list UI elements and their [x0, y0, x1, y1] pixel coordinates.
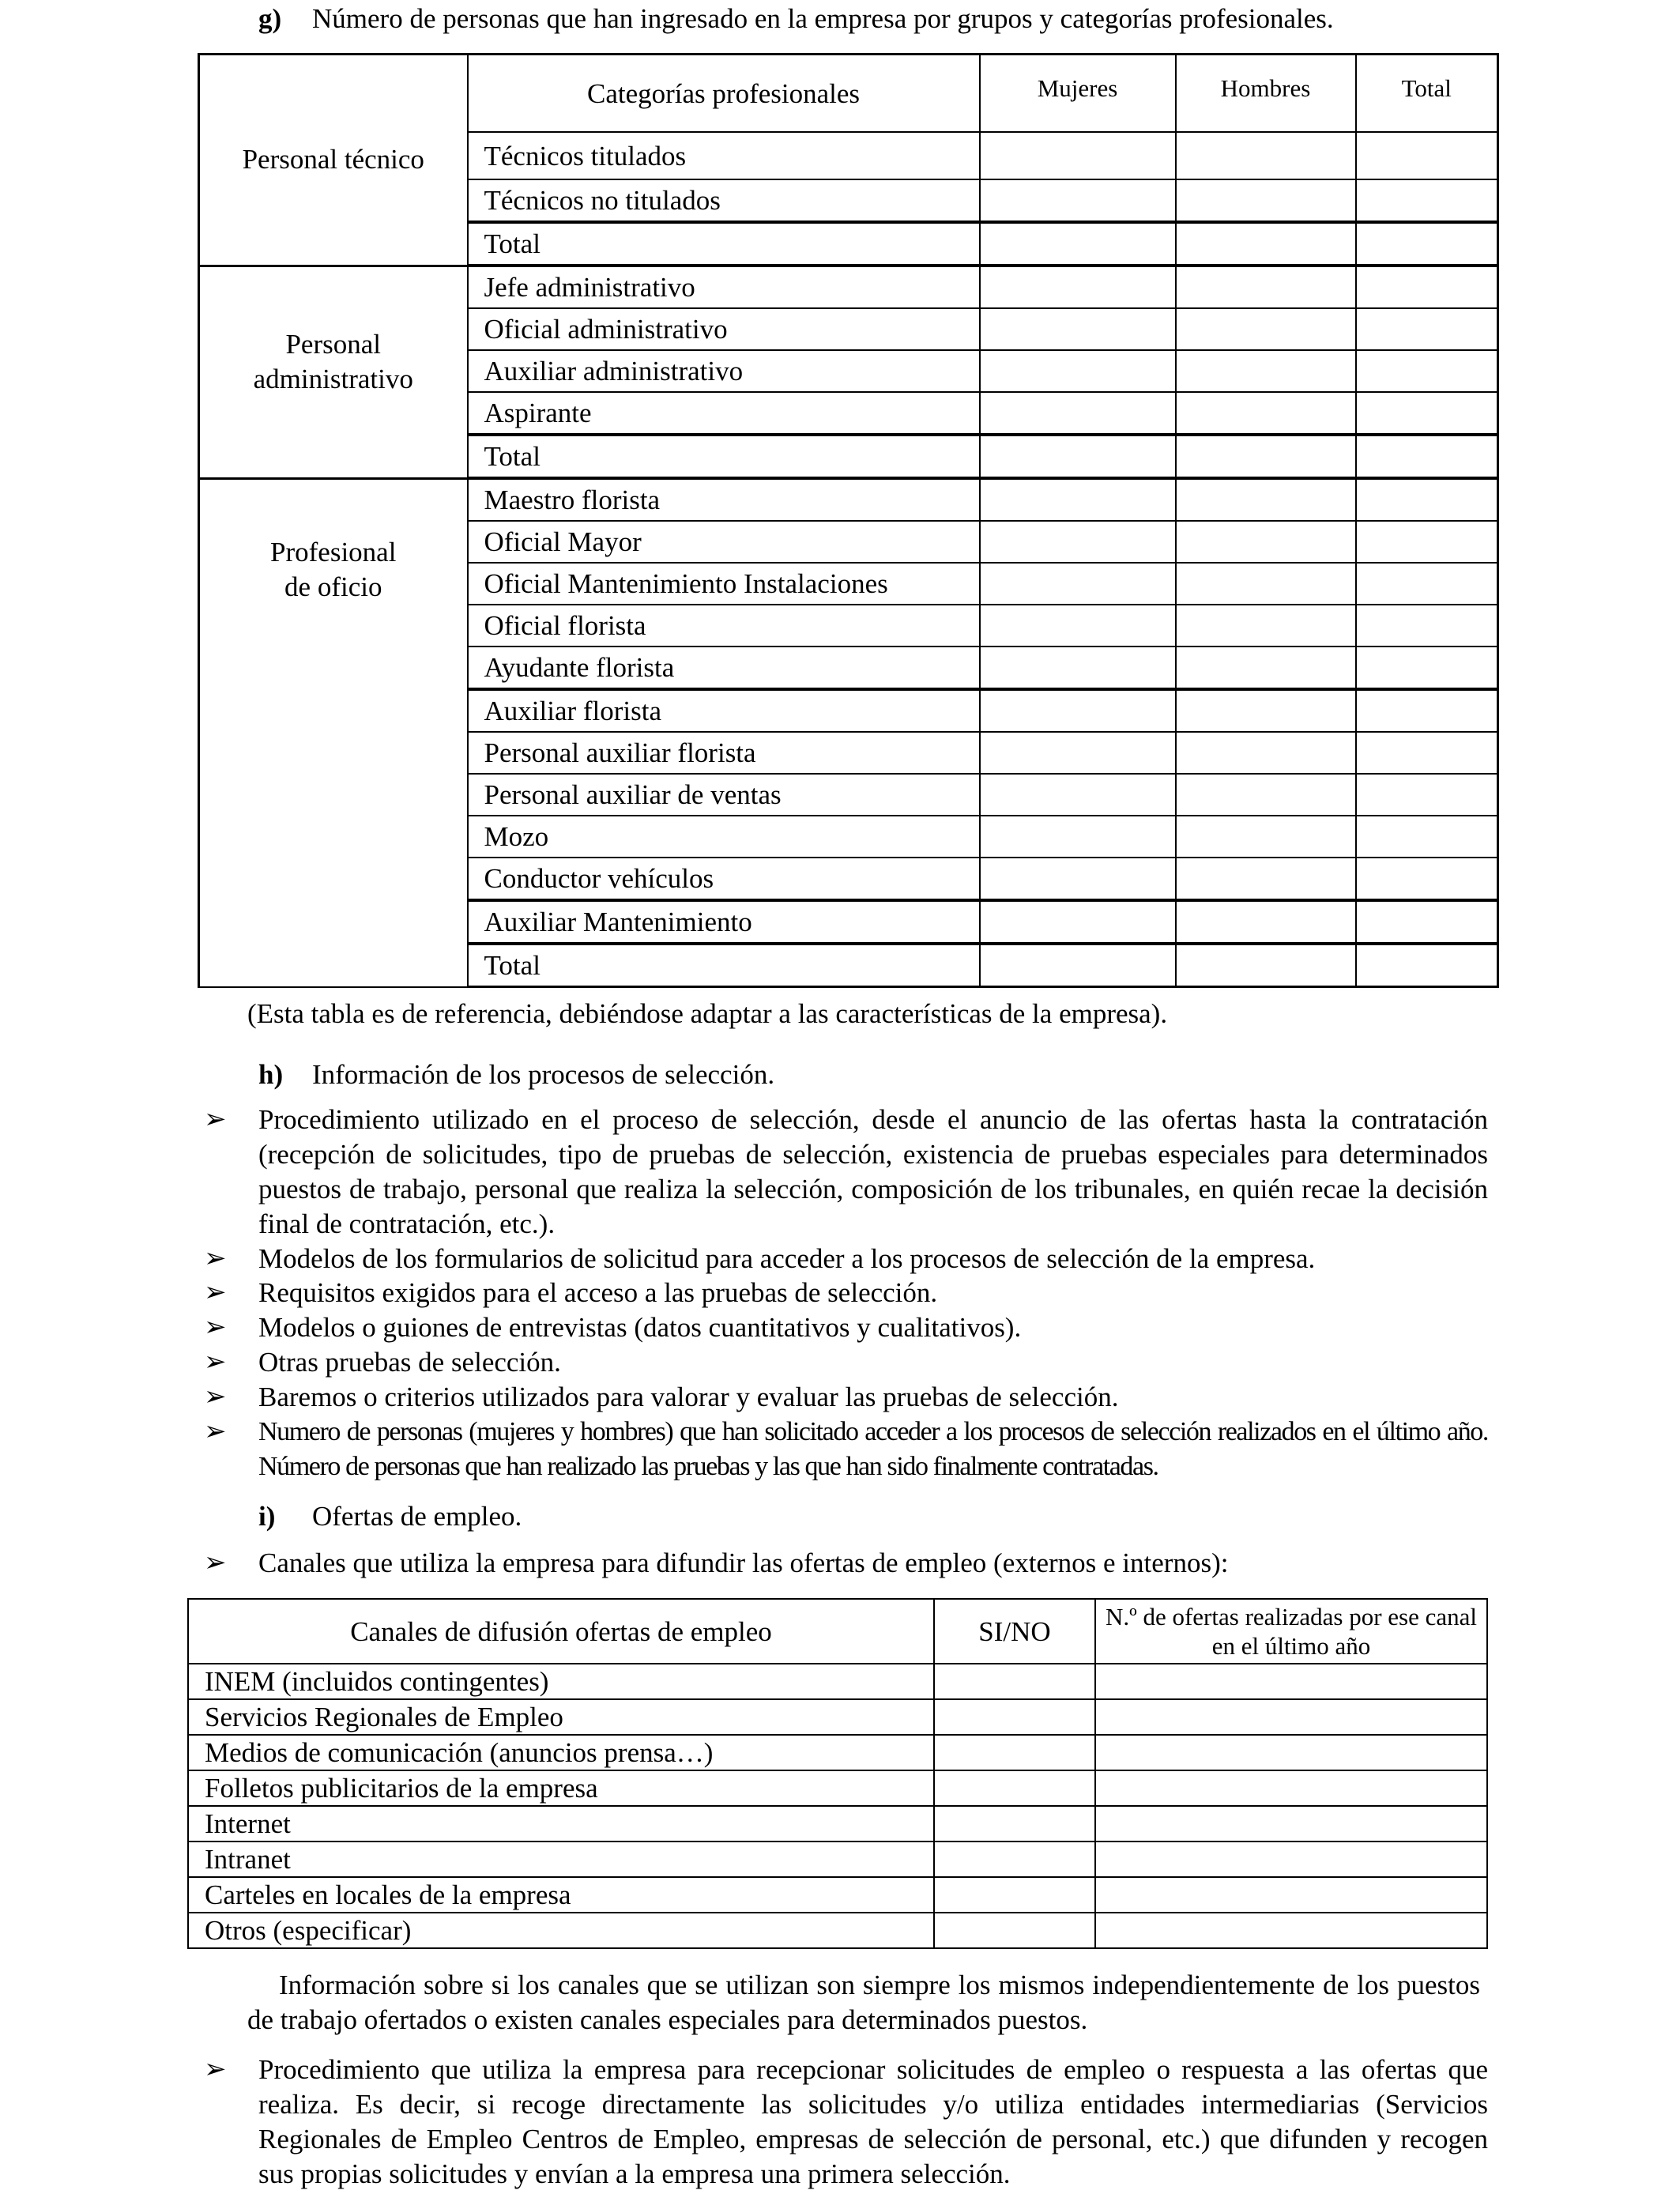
category-cell: Aspirante	[468, 392, 980, 435]
group-label-technical	[199, 55, 468, 266]
offer-count-cell	[1095, 1735, 1487, 1770]
category-cell: Mozo	[468, 816, 980, 858]
category-cell: Auxiliar administrativo	[468, 350, 980, 392]
women-count-cell	[980, 563, 1176, 605]
group-label-line: Personal técnico	[242, 144, 424, 175]
offer-count-cell	[1095, 1770, 1487, 1806]
category-cell: Oficial administrativo	[468, 308, 980, 350]
category-cell: Personal auxiliar florista	[468, 732, 980, 774]
total-count-cell	[1356, 900, 1498, 944]
job-offer-channels-table	[187, 1598, 1488, 1949]
total-count-cell	[1356, 266, 1498, 308]
channel-cell: Internet	[188, 1806, 934, 1842]
women-count-cell	[980, 350, 1176, 392]
category-cell: Auxiliar florista	[468, 689, 980, 732]
women-count-cell	[980, 435, 1176, 478]
selection-item: Baremos o criterios utilizados para valorar y evaluar las pruebas de selección.	[258, 1382, 1119, 1412]
total-count-cell	[1356, 521, 1498, 563]
offer-count-cell	[1095, 1913, 1487, 1948]
channel-cell: Carteles en locales de la empresa	[188, 1877, 934, 1913]
men-count-cell	[1176, 858, 1356, 900]
section-g-heading	[258, 2, 1334, 36]
bullet-arrow-icon: ➢	[204, 1105, 227, 1134]
total-count-cell	[1356, 944, 1498, 987]
group-label-administrative	[199, 266, 468, 478]
women-count-cell	[980, 732, 1176, 774]
section-i-title: Ofertas de empleo.	[312, 1501, 522, 1532]
category-cell: Conductor vehículos	[468, 858, 980, 900]
women-count-cell	[980, 900, 1176, 944]
selection-item: Modelos o guiones de entrevistas (datos cuantitativos y cualitativos).	[258, 1312, 1022, 1343]
category-cell: Técnicos no titulados	[468, 179, 980, 222]
yesno-cell	[934, 1913, 1095, 1948]
channel-cell: Servicios Regionales de Empleo	[188, 1699, 934, 1735]
channel-cell: Folletos publicitarios de la empresa	[188, 1770, 934, 1806]
offer-count-cell	[1095, 1877, 1487, 1913]
category-cell: Total	[468, 944, 980, 987]
group-label-line: Personal	[285, 328, 382, 360]
men-count-cell	[1176, 774, 1356, 816]
total-count-cell	[1356, 563, 1498, 605]
women-count-cell	[980, 816, 1176, 858]
men-count-cell	[1176, 816, 1356, 858]
category-cell: Total	[468, 222, 980, 266]
group-label-line: de oficio	[284, 571, 382, 602]
group-label-line: Profesional	[270, 536, 397, 567]
women-count-cell	[980, 392, 1176, 435]
women-count-cell	[980, 521, 1176, 563]
bullet-arrow-icon: ➢	[204, 2055, 227, 2084]
men-count-cell	[1176, 563, 1356, 605]
total-count-cell	[1356, 816, 1498, 858]
men-count-cell	[1176, 179, 1356, 222]
category-cell: Total	[468, 435, 980, 478]
yesno-cell	[934, 1806, 1095, 1842]
yesno-cell	[934, 1664, 1095, 1699]
channel-cell: Otros (especificar)	[188, 1913, 934, 1948]
men-count-cell	[1176, 478, 1356, 521]
total-header: Total	[1356, 55, 1498, 133]
men-count-cell	[1176, 732, 1356, 774]
channel-cell: Intranet	[188, 1842, 934, 1877]
channels-info-paragraph: Información sobre si los canales que se utilizan son siempre los mismos independientemente de los puestos de trabajo ofertados o existen canales especiales para determinados puestos.	[247, 1970, 1480, 2035]
total-count-cell	[1356, 350, 1498, 392]
total-count-cell	[1356, 478, 1498, 521]
selection-item: Procedimiento utilizado en el proceso de selección, desde el anuncio de las ofertas hasta la contratación (recepción de solicitudes, tipo de pruebas de selección, existencia de pruebas especiales para determinados puestos de trabajo, personal que realiza la selección, composición de los tribunales, en quién recae la decisión final de contratación, etc.).	[258, 1104, 1488, 1239]
women-count-cell	[980, 308, 1176, 350]
total-count-cell	[1356, 732, 1498, 774]
section-h-letter: h)	[258, 1059, 284, 1090]
women-count-cell	[980, 647, 1176, 689]
yesno-cell	[934, 1770, 1095, 1806]
total-count-cell	[1356, 222, 1498, 266]
total-count-cell	[1356, 435, 1498, 478]
channel-cell: INEM (incluidos contingentes)	[188, 1664, 934, 1699]
section-g-letter: g)	[258, 3, 282, 34]
total-count-cell	[1356, 689, 1498, 732]
men-count-cell	[1176, 944, 1356, 987]
men-count-cell	[1176, 392, 1356, 435]
women-count-cell	[980, 774, 1176, 816]
men-count-cell	[1176, 689, 1356, 732]
yesno-cell	[934, 1877, 1095, 1913]
yesno-cell	[934, 1699, 1095, 1735]
count-header: N.º de ofertas realizadas por ese canal en el último año	[1095, 1599, 1487, 1664]
yesno-cell	[934, 1842, 1095, 1877]
offer-count-cell	[1095, 1842, 1487, 1877]
bullet-arrow-icon: ➢	[204, 1313, 227, 1342]
category-header: Categorías profesionales	[468, 55, 980, 133]
women-count-cell	[980, 605, 1176, 647]
women-count-cell	[980, 132, 1176, 179]
offer-count-cell	[1095, 1699, 1487, 1735]
bullet-arrow-icon: ➢	[204, 1244, 227, 1273]
category-cell: Personal auxiliar de ventas	[468, 774, 980, 816]
bullet-arrow-icon: ➢	[204, 1548, 227, 1578]
category-cell: Oficial Mantenimiento Instalaciones	[468, 563, 980, 605]
selection-item: Otras pruebas de selección.	[258, 1347, 561, 1378]
total-count-cell	[1356, 605, 1498, 647]
men-count-cell	[1176, 605, 1356, 647]
group-label-line: administrativo	[253, 363, 413, 394]
women-header: Mujeres	[980, 55, 1176, 133]
selection-item: Numero de personas (mujeres y hombres) que han solicitado acceder a los procesos de selección realizados en el último año. Número de personas que han realizado las pruebas y las que han sido finalmente contratadas.	[258, 1417, 1488, 1481]
total-count-cell	[1356, 392, 1498, 435]
men-count-cell	[1176, 521, 1356, 563]
section-g-title: Número de personas que han ingresado en la empresa por grupos y categorías profesionales.	[312, 3, 1334, 34]
group-label-trade	[199, 478, 468, 987]
total-count-cell	[1356, 858, 1498, 900]
women-count-cell	[980, 478, 1176, 521]
category-cell: Auxiliar Mantenimiento	[468, 900, 980, 944]
section-i-letter: i)	[258, 1501, 276, 1532]
personnel-categories-table	[198, 53, 1499, 988]
men-count-cell	[1176, 435, 1356, 478]
men-count-cell	[1176, 900, 1356, 944]
category-cell: Ayudante florista	[468, 647, 980, 689]
men-count-cell	[1176, 308, 1356, 350]
total-count-cell	[1356, 308, 1498, 350]
yesno-header: SI/NO	[934, 1599, 1095, 1664]
bullet-arrow-icon: ➢	[204, 1348, 227, 1377]
women-count-cell	[980, 222, 1176, 266]
total-count-cell	[1356, 132, 1498, 179]
category-cell: Jefe administrativo	[468, 266, 980, 308]
channels-intro: Canales que utiliza la empresa para difundir las ofertas de empleo (externos e internos):	[258, 1547, 1229, 1578]
women-count-cell	[980, 266, 1176, 308]
category-cell: Oficial florista	[468, 605, 980, 647]
reception-procedure-text: Procedimiento que utiliza la empresa para recepcionar solicitudes de empleo o respuesta a las ofertas que realiza. Es decir, si recoge directamente las solicitudes y/o utiliza entidades intermediarias (Servicios Regionales de Empleo Centros de Empleo, empresas de selección de personal, etc.) que difunden y recogen sus propias solicitudes y envían a la empresa una primera selección.	[258, 2054, 1488, 2189]
women-count-cell	[980, 858, 1176, 900]
men-count-cell	[1176, 222, 1356, 266]
bullet-arrow-icon: ➢	[204, 1278, 227, 1307]
bullet-arrow-icon: ➢	[204, 1382, 227, 1412]
men-count-cell	[1176, 266, 1356, 308]
men-count-cell	[1176, 647, 1356, 689]
bullet-arrow-icon: ➢	[204, 1417, 227, 1446]
section-h-title: Información de los procesos de selección.	[312, 1059, 775, 1090]
men-header: Hombres	[1176, 55, 1356, 133]
table-note: (Esta tabla es de referencia, debiéndose adaptar a las características de la empresa).	[247, 998, 1168, 1029]
offer-count-cell	[1095, 1664, 1487, 1699]
men-count-cell	[1176, 350, 1356, 392]
selection-item: Requisitos exigidos para el acceso a las pruebas de selección.	[258, 1277, 938, 1308]
category-cell: Técnicos titulados	[468, 132, 980, 179]
offer-count-cell	[1095, 1806, 1487, 1842]
section-i-heading	[258, 1499, 522, 1534]
men-count-cell	[1176, 132, 1356, 179]
channel-header: Canales de difusión ofertas de empleo	[188, 1599, 934, 1664]
women-count-cell	[980, 689, 1176, 732]
yesno-cell	[934, 1735, 1095, 1770]
category-cell: Maestro florista	[468, 478, 980, 521]
section-h-heading	[258, 1057, 774, 1092]
women-count-cell	[980, 179, 1176, 222]
category-cell: Oficial Mayor	[468, 521, 980, 563]
women-count-cell	[980, 944, 1176, 987]
channel-cell: Medios de comunicación (anuncios prensa…)	[188, 1735, 934, 1770]
selection-item: Modelos de los formularios de solicitud para acceder a los procesos de selección de la empresa.	[258, 1243, 1316, 1274]
total-count-cell	[1356, 179, 1498, 222]
total-count-cell	[1356, 774, 1498, 816]
total-count-cell	[1356, 647, 1498, 689]
